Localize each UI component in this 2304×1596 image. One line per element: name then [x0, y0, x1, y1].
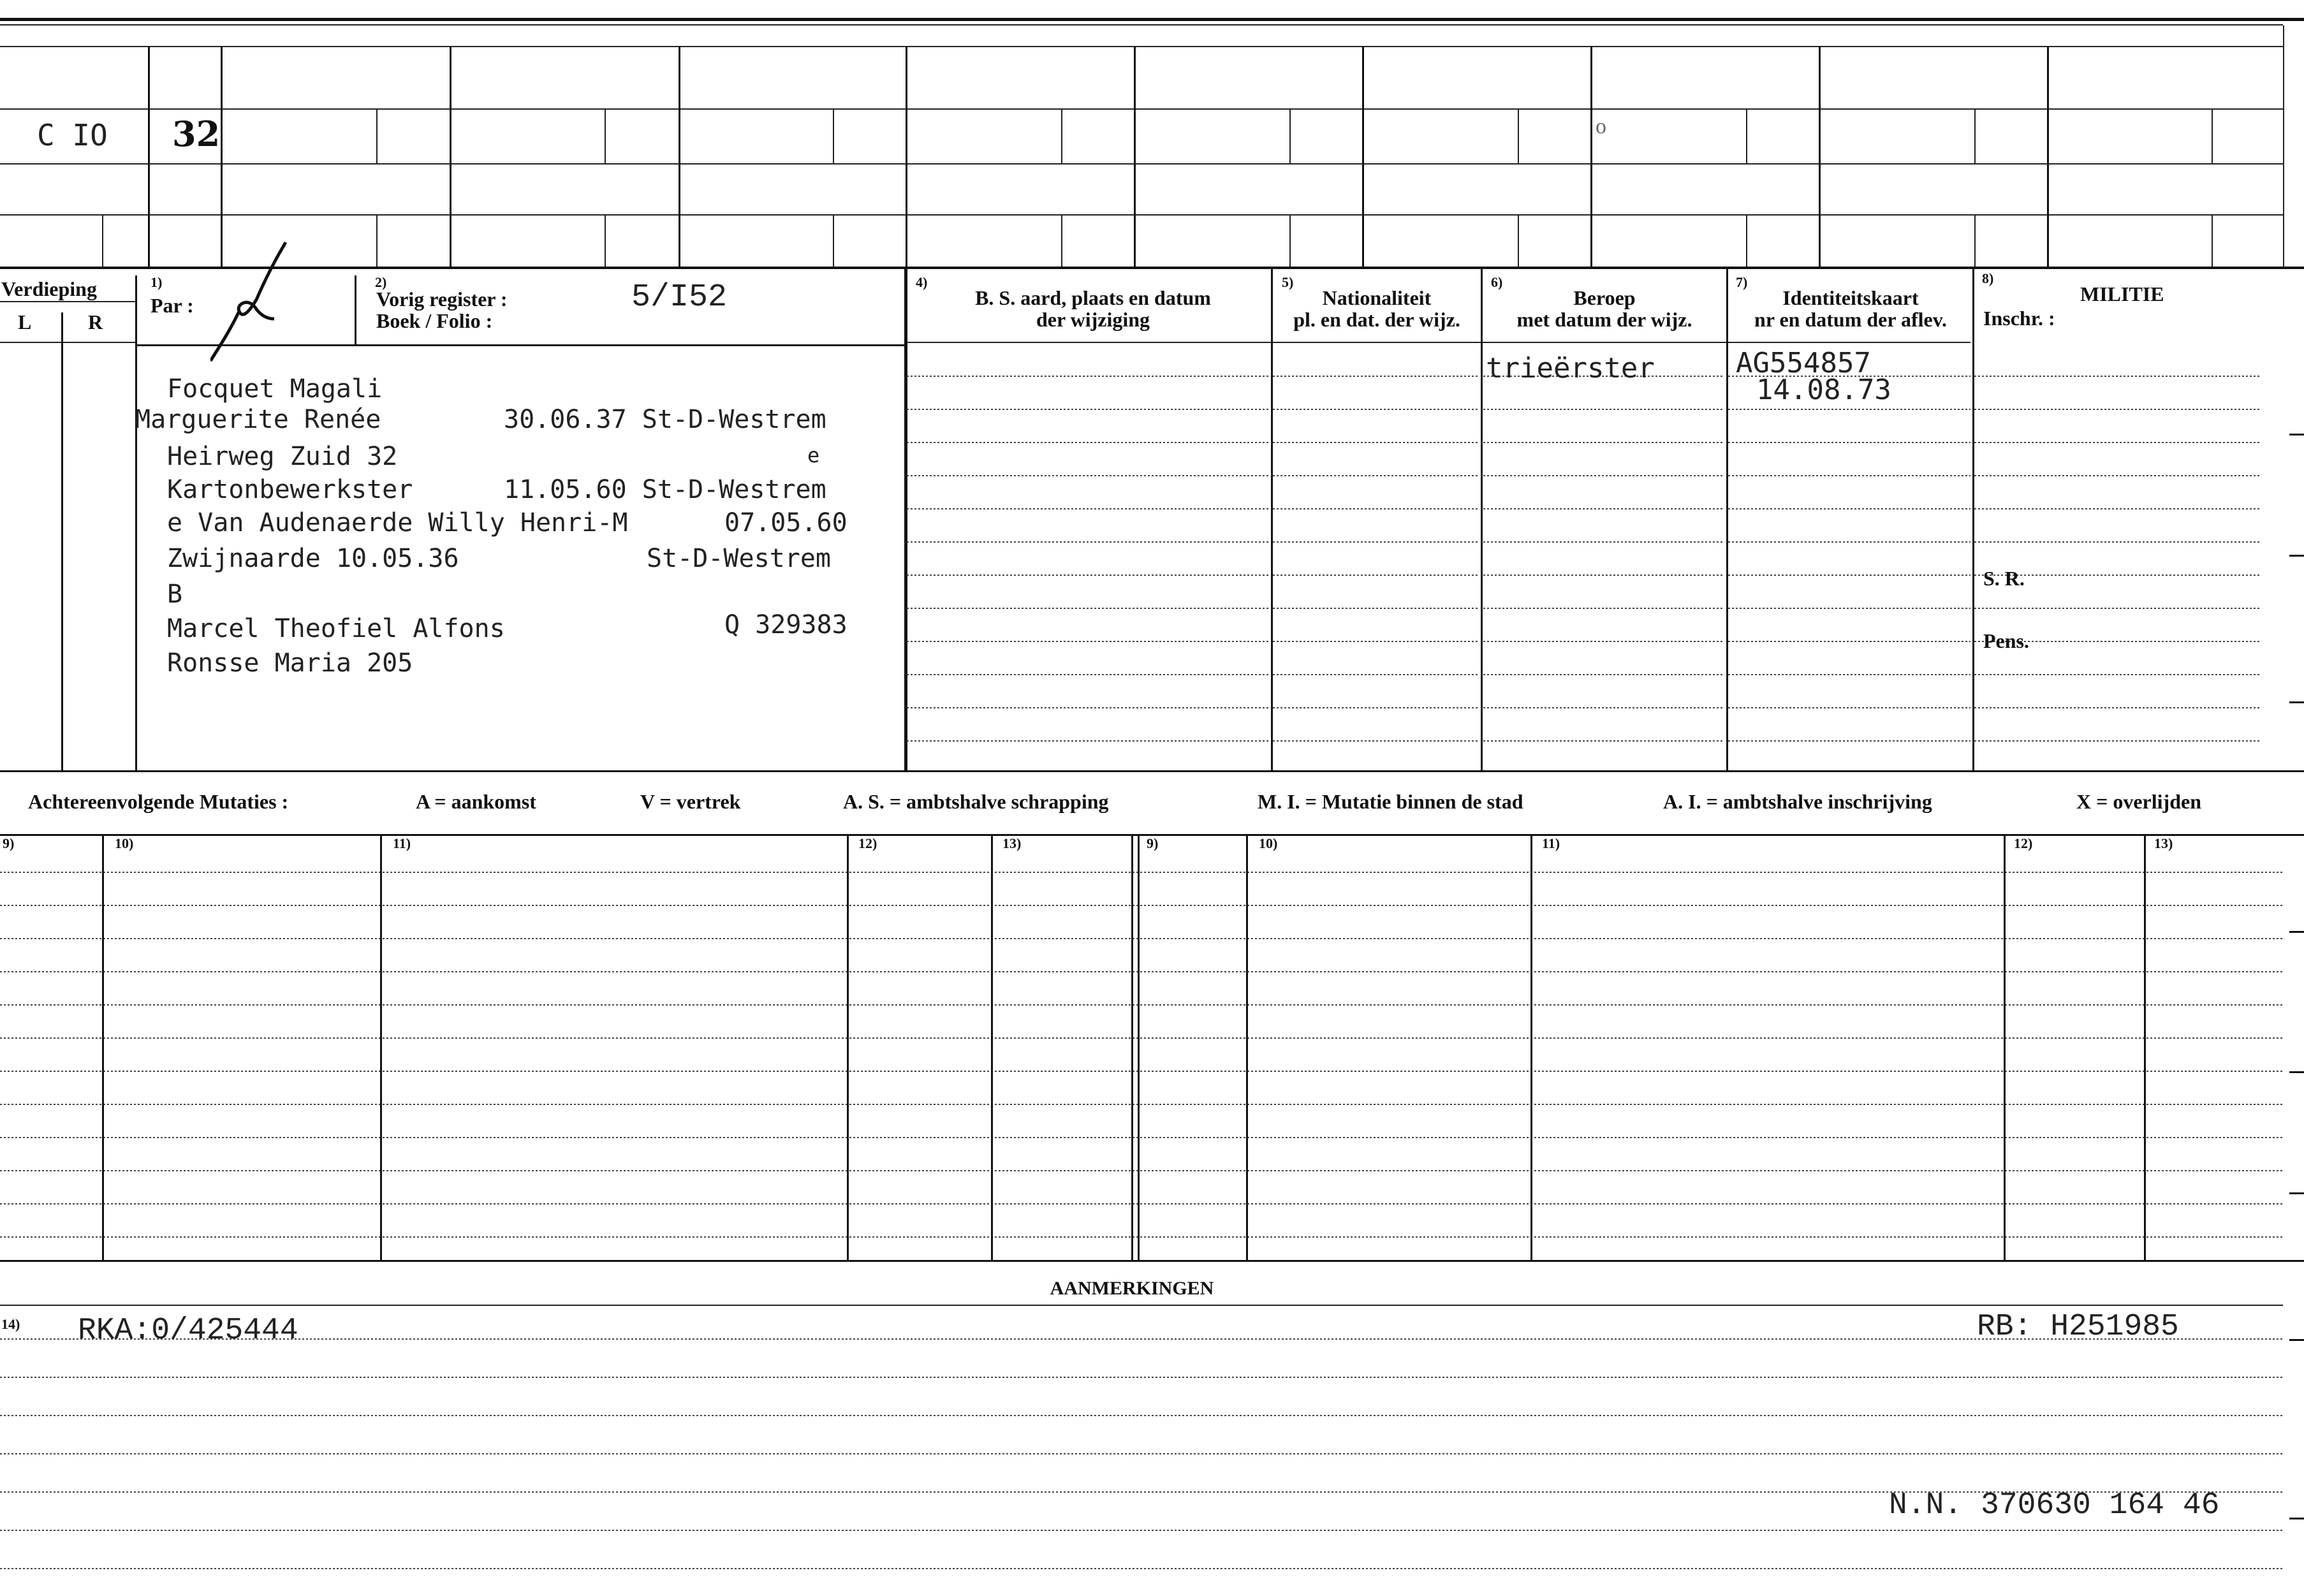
legend-a: A = aankomst — [416, 790, 536, 813]
bs-header-line1: B. S. aard, plaats en datum — [975, 286, 1211, 309]
beroep-value: trieërster — [1486, 352, 1655, 384]
mut-col-label: 12) — [2014, 835, 2033, 851]
record-line: B — [167, 580, 183, 609]
boek-folio-label: Boek / Folio : — [376, 309, 493, 332]
par-label: Par : — [150, 294, 194, 317]
nat-header-line1: Nationaliteit — [1322, 286, 1432, 309]
vorig-register-label: Vorig register : — [376, 288, 508, 311]
legend-ai: A. I. = ambtshalve inschrijving — [1663, 790, 1932, 813]
beroep-header-line2: met datum der wijz. — [1516, 308, 1692, 331]
record-line: Heirweg Zuid 32 — [167, 442, 398, 471]
mut-col-label: 12) — [858, 835, 877, 851]
nat-number: 5) — [1282, 274, 1294, 290]
record-line: Focquet Magali — [167, 374, 383, 404]
rka-number: RKA:0/425444 — [78, 1314, 298, 1348]
pens-label: Pens. — [1983, 629, 2029, 652]
legend-as: A. S. = ambtshalve schrapping — [843, 790, 1109, 813]
card-code: C IO — [37, 118, 108, 152]
mut-col-label: 9) — [3, 835, 15, 851]
legend-v: V = vertrek — [640, 790, 741, 813]
record-value: Q 329383 — [724, 610, 847, 640]
beroep-number: 6) — [1491, 274, 1503, 290]
mut-col-label: 10) — [115, 835, 134, 851]
record-line: Zwijnaarde 10.05.36 — [167, 544, 459, 573]
mut-col-label: 10) — [1259, 835, 1278, 851]
aanmerkingen-title: AANMERKINGEN — [1050, 1278, 1214, 1299]
beroep-header-line1: Beroep — [1573, 286, 1636, 309]
bs-header-line2: der wijziging — [1036, 308, 1150, 331]
record-value: St-D-Westrem — [647, 544, 831, 573]
column-l-label: L — [18, 311, 32, 333]
mut-col-label: 11) — [393, 835, 411, 851]
id-number-label: 7) — [1736, 274, 1748, 290]
par-signature — [210, 236, 300, 367]
legend-mi: M. I. = Mutatie binnen de stad — [1258, 790, 1523, 813]
record-line: Marcel Theofiel Alfons — [167, 614, 505, 643]
rb-number: RB: H251985 — [1977, 1310, 2179, 1344]
record-value: 07.05.60 — [724, 508, 847, 538]
id-header-line1: Identiteitskaart — [1782, 286, 1919, 309]
aanmerkingen-number: 14) — [1, 1316, 20, 1332]
record-line: Ronsse Maria 205 — [167, 648, 413, 678]
record-line: e Van Audenaerde Willy Henri-M — [167, 508, 628, 538]
nn-number: N.N. 370630 164 46 — [1889, 1488, 2220, 1523]
sr-label: S. R. — [1983, 567, 2025, 590]
militie-number: 8) — [1982, 270, 1994, 286]
par-number: 1) — [150, 274, 163, 290]
mut-col-label: 11) — [1542, 835, 1560, 851]
id-card-number: AG554857 — [1736, 347, 1871, 379]
id-card-date: 14.08.73 — [1756, 374, 1891, 406]
record-value: 30.06.37 St-D-Westrem — [504, 405, 826, 434]
militie-label: MILITIE — [2080, 282, 2164, 305]
record-line: Marguerite Renée — [135, 405, 381, 434]
column-r-label: R — [88, 311, 103, 333]
record-value: e — [807, 443, 820, 467]
vorig-register-value: 5/I52 — [631, 279, 728, 316]
inschr-label: Inschr. : — [1983, 307, 2055, 330]
smudge-mark: o — [1596, 115, 1606, 138]
id-header-line2: nr en datum der aflev. — [1754, 308, 1947, 331]
mut-col-label: 9) — [1147, 835, 1159, 851]
legend-x: X = overlijden — [2076, 790, 2201, 813]
verdieping-label: Verdieping — [1, 277, 97, 300]
vorig-number: 2) — [375, 274, 387, 290]
mut-col-label: 13) — [1002, 835, 1022, 851]
card-number: 32 — [172, 113, 221, 154]
bs-number: 4) — [916, 274, 928, 290]
record-line: Kartonbewerkster — [167, 475, 413, 504]
record-value: 11.05.60 St-D-Westrem — [504, 475, 826, 504]
mutaties-title: Achtereenvolgende Mutaties : — [28, 790, 289, 813]
mut-col-label: 13) — [2154, 835, 2173, 851]
nat-header-line2: pl. en dat. der wijz. — [1293, 308, 1460, 331]
